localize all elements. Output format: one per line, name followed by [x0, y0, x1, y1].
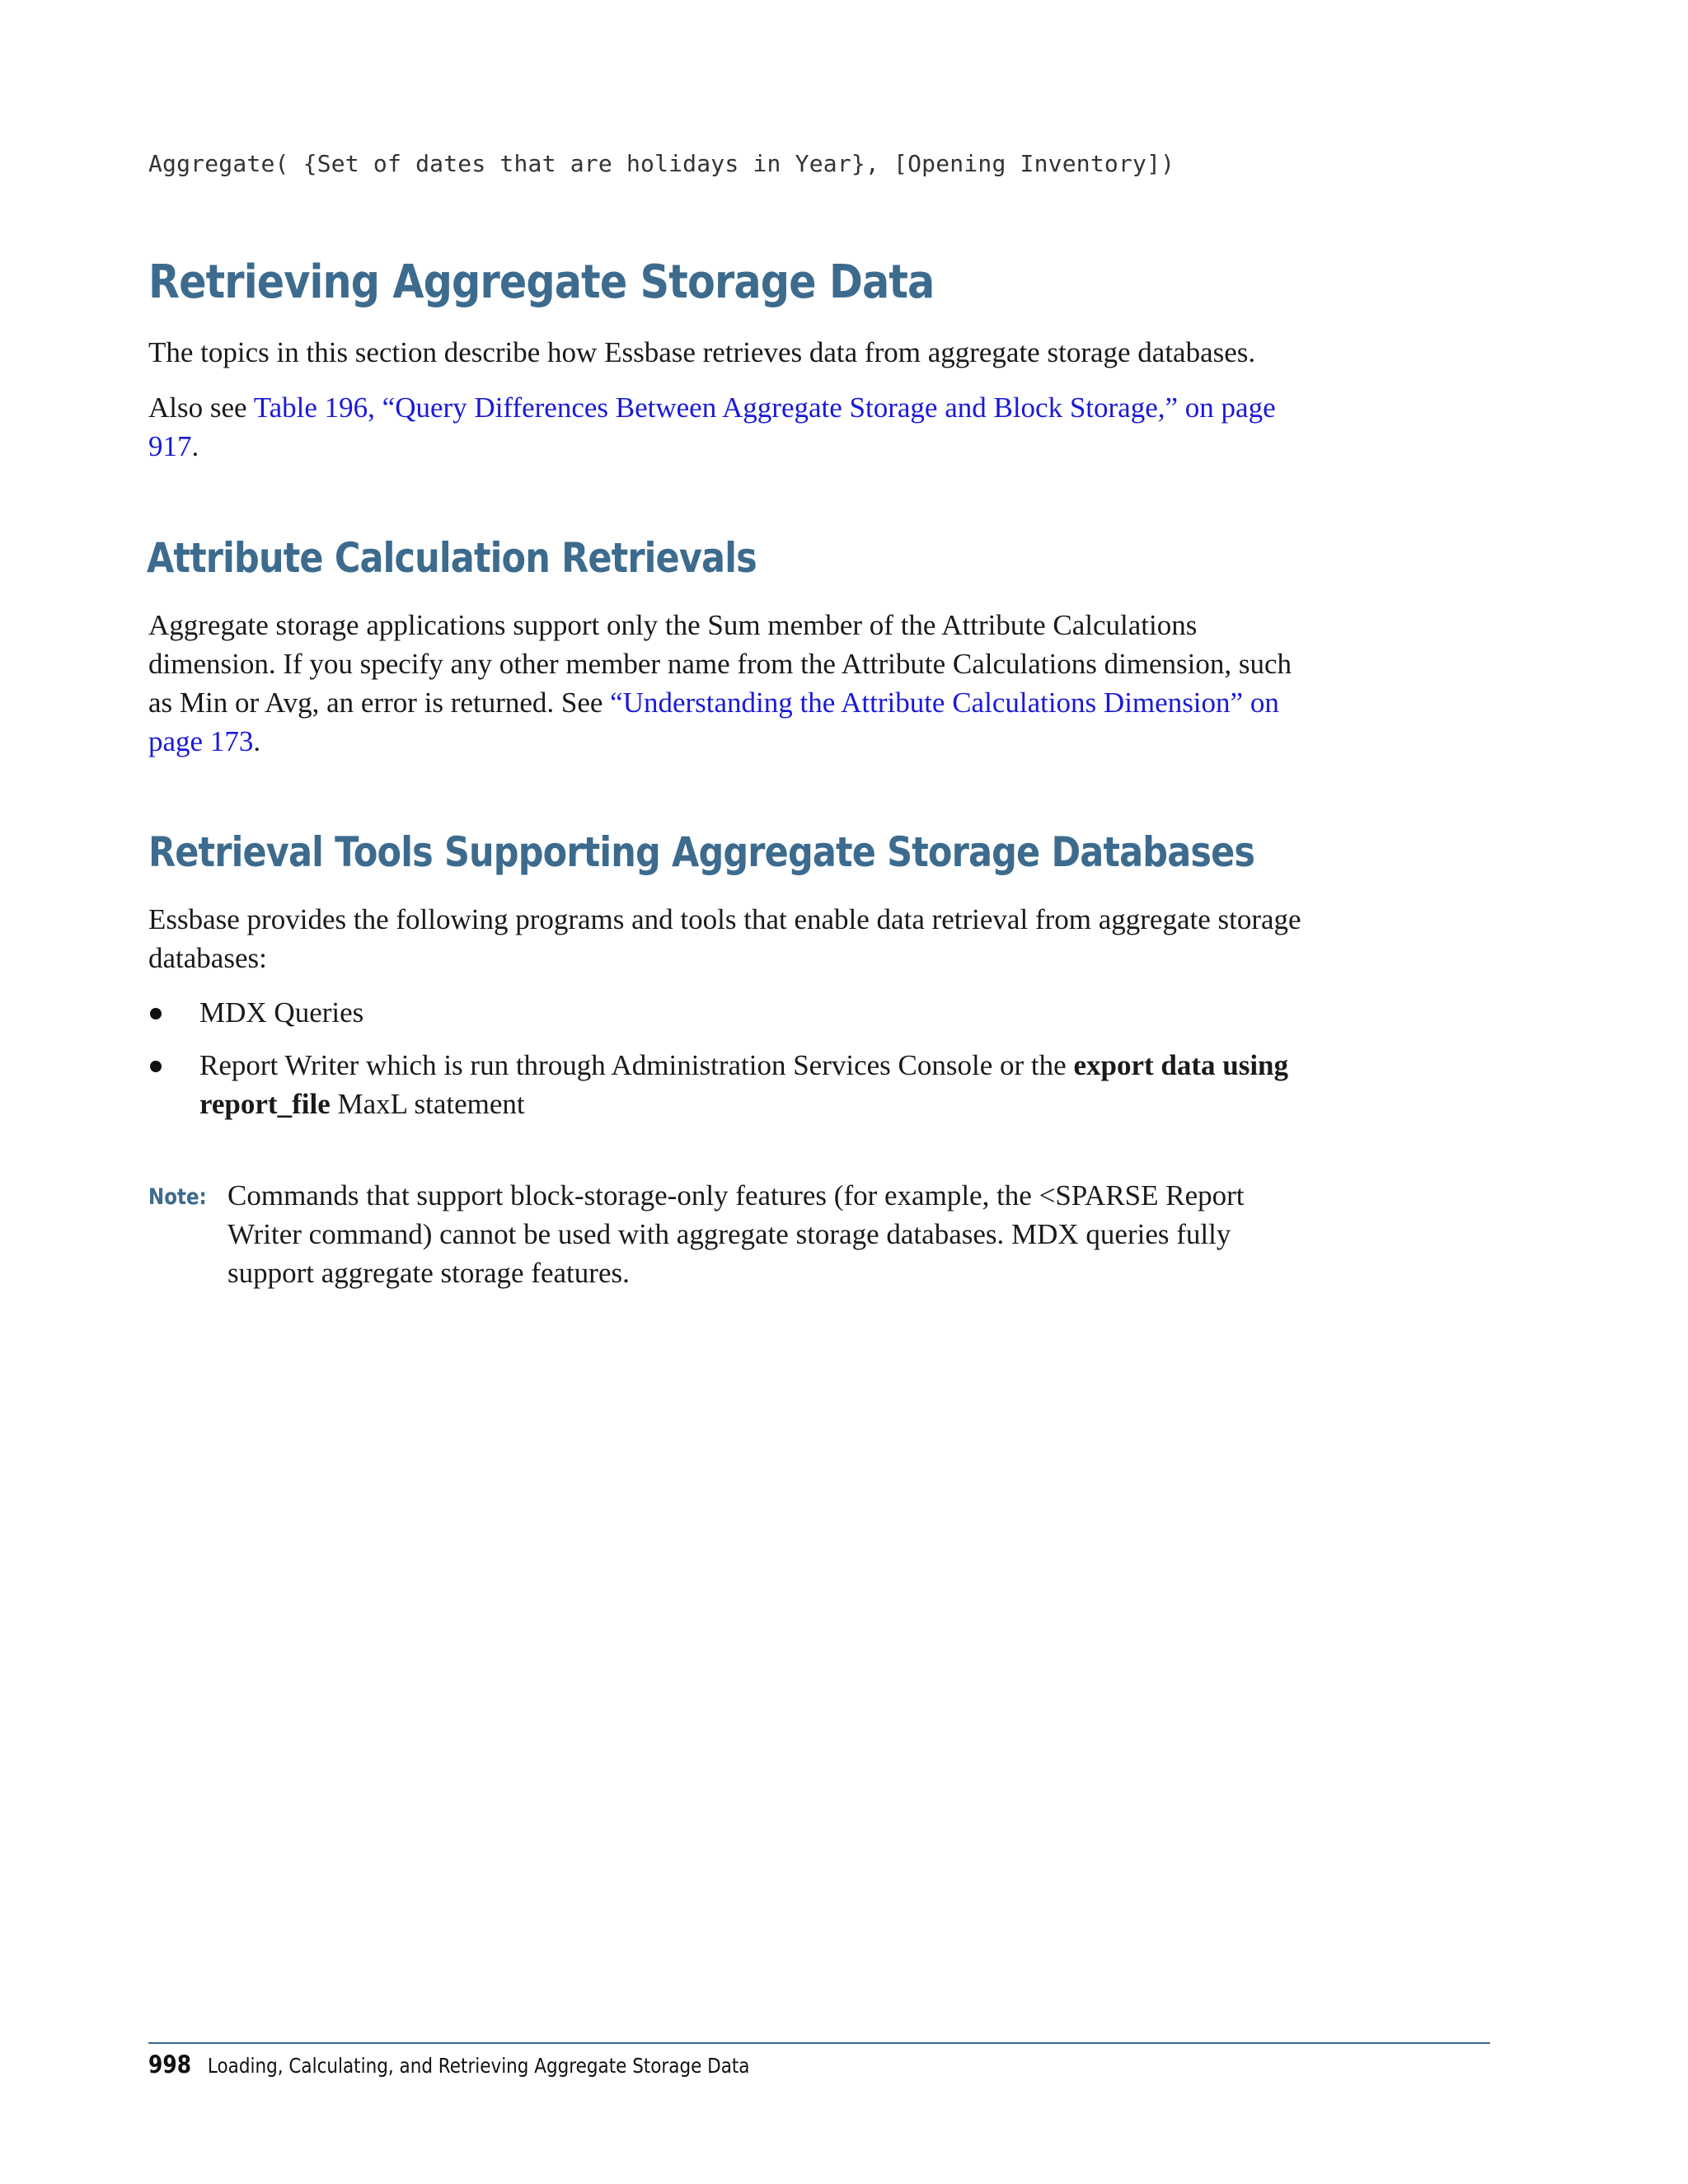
code-snippet: Aggregate( {Set of dates that are holidays in Year}, [Opening Inventory])	[148, 150, 1175, 177]
list-item-text: Report Writer which is run through Administration Services Console or the	[199, 1049, 1074, 1081]
list-item-text: MDX Queries	[199, 996, 364, 1029]
list-item	[148, 1046, 1335, 1123]
footer-page-number: 998	[148, 2050, 192, 2079]
see-also-paragraph	[148, 388, 1302, 466]
retrieval-tools-intro: Essbase provides the following programs and tools that enable data retrieval from aggregate storage databases:	[148, 903, 1301, 974]
section-heading-attribute-calc: Attribute Calculation Retrievals	[147, 534, 757, 582]
attribute-calc-suffix: .	[253, 725, 261, 757]
bullet-icon	[150, 1061, 162, 1072]
attribute-calc-paragraph	[148, 606, 1302, 761]
see-also-prefix: Also see	[148, 391, 254, 424]
footer-chapter-title: Loading, Calculating, and Retrieving Aggregate Storage Data	[207, 2054, 750, 2078]
footer-divider	[148, 2042, 1490, 2044]
attribute-calc-text: Aggregate storage applications support only the Sum member of the Attribute Calculations dimension. If you specify any other member name from the Attribute Calculations dimension, such as Min or Avg, an error is returned. See	[148, 609, 1292, 719]
see-also-suffix: .	[191, 430, 199, 462]
section-heading-retrieving: Retrieving Aggregate Storage Data	[148, 255, 935, 309]
note-text: Commands that support block-storage-only features (for example, the <SPARSE Report Writer command) cannot be used with aggregate storage databases. MDX queries fully support aggregate storage features.	[227, 1179, 1245, 1289]
note-block	[148, 1176, 1319, 1292]
section-intro-paragraph: The topics in this section describe how Essbase retrieves data from aggregate storage databases.	[148, 336, 1256, 368]
section-heading-retrieval-tools: Retrieval Tools Supporting Aggregate Storage Databases	[148, 828, 1255, 876]
list-item-bold-command: export data using report_file	[199, 1049, 1289, 1120]
list-item-suffix: MaxL statement	[330, 1088, 525, 1120]
understanding-attribute-calc-link[interactable]: “Understanding the Attribute Calculations Dimension” on page 173	[148, 687, 1279, 757]
retrieval-tools-list	[148, 993, 1335, 1137]
list-item	[148, 993, 1335, 1032]
note-label: Note:	[148, 1184, 207, 1210]
table-196-link[interactable]: Table 196, “Query Differences Between Aggregate Storage and Block Storage,” on page 917	[148, 391, 1276, 462]
bullet-icon	[150, 1008, 162, 1019]
page-footer	[148, 2050, 749, 2079]
